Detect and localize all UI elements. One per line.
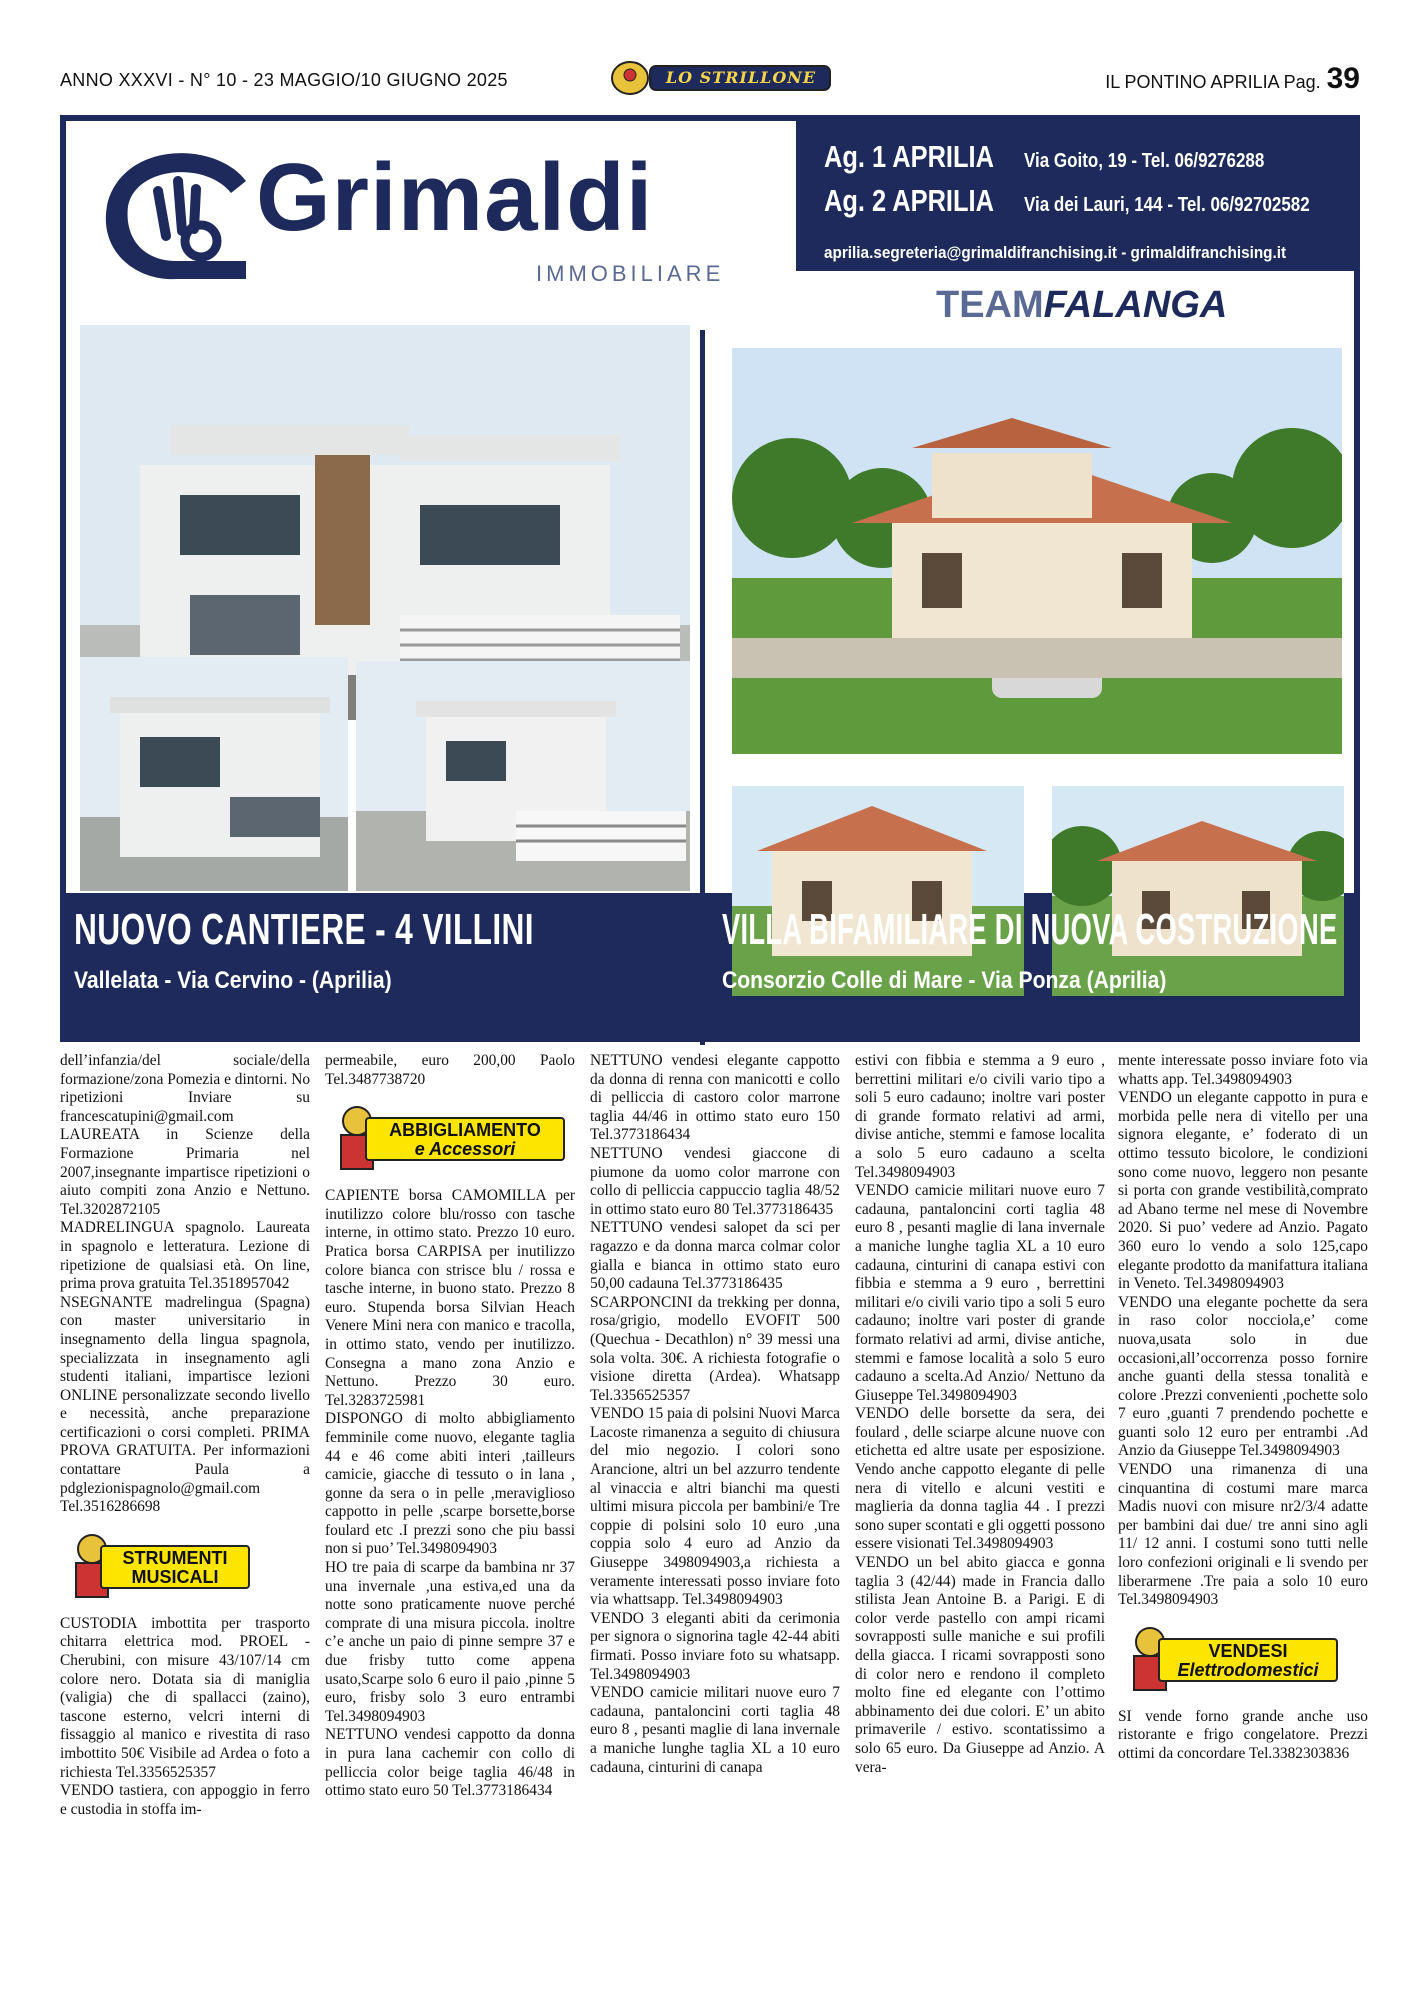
villini-render-side	[80, 657, 348, 891]
classified-ad: VENDO una rimanenza di una cinquantina di costumi mare marca Madis nuovi con misure nr2/3/4 adatte per bambini dai due/ tre anni sino agli 11/ 12 anni. I costumi sono tutti nelle loro confezioni originali e li svendo per liberarmene .Tre paia a solo 10 euro Tel.3498094903	[1118, 1461, 1368, 1609]
classified-ad: mente interessate posso inviare foto via whatts app. Tel.3498094903	[1118, 1052, 1368, 1088]
section-label-line-1: ABBIGLIAMENTO	[389, 1120, 541, 1141]
column-1	[60, 1052, 310, 1819]
classified-ad: VENDO 3 eleganti abiti da cerimonia per signora o signorina tagle 42-44 abiti firmati. Posso inviare foto su whatsapp. Tel.3498094903	[590, 1609, 840, 1683]
classified-ad: NSEGNANTE madrelingua (Spagna) con master universitario in insegnamento della lingua spagnola, specializzata in insegnamento agli studenti italiani, impartisce lezioni ONLINE personalizzate secondo livello e necessità, anche preparazione certificazioni o corsi completi. PRIMA PROVA GRATUITA. Per informazioni contattare Paula a pdglezionispagnolo@gmail.com Tel.3516286698	[60, 1293, 310, 1516]
agency-2	[824, 183, 1360, 219]
agency-contacts	[796, 121, 1354, 271]
classified-ad: HO tre paia di scarpe da bambina nr 37 una invernale ,una estiva,ed una da notte sono praticamente nuove perché comprate di una misura piccola. inoltre c’e anche un paio di pinne sempre 37 e due frisby tutto come appena usato,Scarpe solo 6 euro il paio ,pinne 5 euro, frisby solo 3 euro entrambi Tel.3498094903	[325, 1559, 575, 1725]
classified-ad: NETTUNO vendesi cappotto da donna in pura lana cachemir con collo di pelliccia color beige taglia 46/48 in ottimo stato euro 50 Tel.3773186434	[325, 1726, 575, 1800]
classified-ad: SCARPONCINI da trekking per donna, rosa/grigio, modello EVOFIT 500 (Quechua - Decathlon) n° 39 messi una sola volta. 30€. A richiesta fotografie o visione diretta (Ardea). Whatsapp Tel.3356525357	[590, 1293, 840, 1404]
agency-2-address: Via dei Lauri, 144 - Tel. 06/92702582	[1024, 194, 1310, 216]
classified-ad: VENDO delle borsette da sera, dei foulard , delle sciarpe alcune nuove con etichetta ed altre usate per esposizione. Vendo anche cappotto elegante di pelle nera di vitello e alcuni vestiti e maglieria da donna taglia 44 . I prezzi sono super scontati e gli oggetti possono essere visionati Tel.3498094903	[855, 1405, 1105, 1553]
strillone-logo	[590, 60, 850, 96]
classified-ad: NETTUNO vendesi elegante cappotto da donna di renna con manicotti e collo di pelliccia di castoro color marrone taglia 44/46 in ottimo stato euro 150 Tel.3773186434	[590, 1052, 840, 1144]
logo-text: LO STRILLONE	[665, 68, 817, 87]
team-name: FALANGA	[1043, 284, 1228, 326]
agency-email-web: aprilia.segreteria@grimaldifranchising.it - grimaldifranchising.it	[824, 243, 1287, 262]
section-label-line-2: MUSICALI	[131, 1566, 219, 1587]
classified-ad: VENDO camicie militari nuove euro 7 cadauna, pantaloncini corti taglia 48 euro 8 , pesanti maglie di lana invernale a maniche lunghe taglia XL a 10 euro cadauna, cinturini di canapa	[590, 1684, 840, 1776]
hand-ok-icon	[96, 141, 256, 281]
team-falanga	[936, 284, 1227, 327]
left-banner	[74, 905, 713, 995]
paper-and-page	[1105, 62, 1360, 96]
classified-ad: VENDO un elegante cappotto in pura e morbida pelle nera di vitello per una signora elegante, e’ foderato di un ottimo tessuto bicolore, le condizioni sono come nuovo, leggero non pesante si porta con grande vestibilità,comprato ad Abano terme nel mese di Novembre 2020. Si puo’ vedere ad Anzio. Pagato 360 euro lo vendo a solo 125,capo elegante prodotto da manifattura italiana in Veneto. Tel.3498094903	[1118, 1089, 1368, 1293]
issue-info: ANNO XXXVI - N° 10 - 23 MAGGIO/10 GIUGNO 2025	[60, 70, 508, 90]
page-header	[60, 58, 1360, 98]
section-label-line-1: STRUMENTI	[122, 1547, 228, 1568]
right-banner-title: VILLA BIFAMILIARE DI NUOVA COSTRUZIONE	[722, 905, 1338, 954]
classified-ad: SI vende forno grande anche uso ristorante e frigo congelatore. Prezzi ottimi da concordare Tel.3382303836	[1118, 1707, 1368, 1762]
agency-2-name: Ag. 2 APRILIA	[824, 183, 994, 218]
left-banner-subtitle: Vallelata - Via Cervino - (Aprilia)	[74, 967, 392, 994]
classified-ad: permeabile, euro 200,00 Paolo Tel.3487738720	[325, 1052, 575, 1088]
section-label	[100, 1545, 250, 1589]
column-4	[855, 1052, 1105, 1777]
section-abbigliamento	[325, 1097, 575, 1179]
section-label-line-1: VENDESI	[1208, 1640, 1288, 1661]
column-3	[590, 1052, 840, 1777]
section-elettrodomestici	[1118, 1618, 1368, 1700]
brand-name: Grimaldi	[256, 144, 654, 251]
villa-render-main	[732, 348, 1342, 754]
villini-render-perspective	[356, 661, 690, 891]
classified-ad: estivi con fibbia e stemma a 9 euro , berrettini militari e/o civili vario tipo a soli 5 euro cadauno; inoltre vari poster di grande formato relativi ad armi, divise antiche, stemmi e famose localita a solo 5 euro cadauno a scelta Tel.3498094903	[855, 1052, 1105, 1181]
agency-1-address: Via Goito, 19 - Tel. 06/9276288	[1024, 150, 1265, 172]
classified-ad: VENDO 15 paia di polsini Nuovi Marca Lacoste rimanenza a seguito di chiusura del mio negozio. I colori sono Arancione, altri un bel azzurro tendente al vinaccia e altri bianchi ma questi ultimi misura piccola per bambini/e Tre coppie di polsini solo 10 euro ,una coppia solo 4 euro ad Anzio da Giuseppe 3498094903,a richiesta a veramente interessati posso inviare foto via whattsapp. Tel.3498094903	[590, 1405, 840, 1609]
classified-ad: VENDO camicie militari nuove euro 7 cadauna, pantaloncini corti taglia 48 euro 8 , pesanti maglie di lana invernale a maniche lunghe taglia XL a 10 euro cadauna, cinturini di canapa estivi con fibbia e stemma a 9 euro , berrettini militari e/o civili vario tipo a soli 5 euro cadauno; inoltre vari poster di grande formato relativi ad armi, divise antiche, stemmi e famose località a solo 5 euro cadauno a scelta.Ad Anzio/ Nettuno da Giuseppe Tel.3498094903	[855, 1182, 1105, 1404]
right-banner-subtitle: Consorzio Colle di Mare - Via Ponza (Aprilia)	[722, 967, 1167, 994]
classified-ad: dell’infanzia/del sociale/della formazione/zona Pomezia e dintorni. No ripetizioni Inviare su francescatupini@gmail.com	[60, 1052, 311, 1125]
classified-ad: CAPIENTE borsa CAMOMILLA per inutilizzo colore blu/rosso con tasche interne, in ottimo stato. Prezzo 10 euro. Pratica borsa CARPISA per inutilizzo colore bianca con strisce blu / rossa e tasche interne, in buono stato. Prezzo 8 euro. Stupenda borsa Silvian Heach Venere Mini nera con manico e tracolla, in ottimo stato, vendo per inutilizzo. Consegna a mano zona Anzio e Nettuno. Prezzo 30 euro. Tel.3283725981	[325, 1187, 575, 1409]
classified-ad: LAUREATA in Scienze della Formazione Primaria nel 2007,insegnante impartisce ripetizioni o aiuto compiti zona Anzio e Nettuno. Tel.3202872105	[60, 1126, 310, 1218]
classified-ad: VENDO tastiera, con appoggio in ferro e custodia in stoffa im-	[60, 1782, 310, 1818]
column-2	[325, 1052, 575, 1801]
paper-name: IL PONTINO APRILIA Pag.	[1105, 72, 1321, 92]
section-label-line-2: e Accessori	[414, 1139, 516, 1160]
column-1-top	[60, 1052, 310, 1517]
classified-ad: MADRELINGUA spagnolo. Laureata in spagnolo e letteratura. Lezione di ripetizione de qualsiasi età. On line, prima prova gratuita Tel.3518957042	[60, 1219, 310, 1293]
right-banner	[722, 905, 1420, 995]
classified-ad: NETTUNO vendesi giaccone di piumone da uomo color marrone con collo di pelliccia cappuccio taglia 48/52 in ottimo stato euro 80 Tel.3773186435	[590, 1144, 840, 1218]
agency-1	[824, 139, 1307, 175]
left-banner-title: NUOVO CANTIERE - 4 VILLINI	[74, 905, 534, 954]
classified-ad: CUSTODIA imbottita per trasporto chitarra elettrica mod. PROEL - Cherubini, con misure 43/107/14 cm colore nero. Dotata sia di maniglia (valigia) che di spallacci (zaino), tascone esterno, velcri interni di fissaggio al manico e rivestita di raso imbottito 50€ Visibile ad Ardea o foto a richiesta Tel.3356525357	[60, 1614, 310, 1781]
classified-ad: DISPONGO di molto abbigliamento femminile come nuovo, elegante taglia 44 e 46 come abiti interi ,tailleurs camicie, giacche di tessuto o in lana , gonne da sera o in pelle ,meraviglioso cappotto in pelle ,scarpe borsette,borse foulard etc .I prezzi sono che piu bassi non si puo’ Tel.3498094903	[325, 1410, 575, 1558]
agency-1-name: Ag. 1 APRILIA	[824, 139, 994, 174]
section-label	[365, 1117, 565, 1161]
column-1-bottom	[60, 1615, 310, 1820]
classified-ad: VENDO una elegante pochette da sera in raso color nocciola,e’ come nuova,usata solo in due occasioni,all’occorrenza posso fornire anche guanti della stessa tonalità e colore .Prezzi convenienti ,pochette solo 7 euro ,guanti 7 prendendo pochette e guanti solo 12 euro per entrambi .Ad Anzio da Giuseppe Tel.3498094903	[1118, 1293, 1368, 1460]
classified-ad: VENDO un bel abito giacca e gonna taglia 3 (42/44) made in Francia dallo stilista Jean Antoine B. a Parigi. E di color verde pastello con ampi ricami sovrapposti sulle maniche e sui profili della giacca. I ricami sovrapposti sono di color nero e rendono il completo molto fine ed elegante con l’ottimo abbinamento dei due colori. E’ un abito primaverile / estivo. scontatissimo a solo 65 euro. Da Giuseppe ad Anzio. A vera-	[855, 1554, 1105, 1776]
grimaldi-advertisement	[60, 115, 1360, 1042]
section-strumenti-musicali	[60, 1525, 310, 1607]
page-number: 39	[1326, 62, 1360, 95]
section-label-line-2: Elettrodomestici	[1177, 1659, 1319, 1680]
column-5	[1118, 1052, 1368, 1764]
grimaldi-logo	[66, 121, 796, 291]
classified-ad: NETTUNO vendesi salopet da sci per ragazzo e da donna marca colmar color gialla e bianca in ottimo stato euro 50,00 cadauna Tel.3773186435	[590, 1219, 840, 1293]
brand-subtitle: IMMOBILIARE	[536, 261, 725, 286]
section-label	[1158, 1638, 1338, 1682]
team-label: TEAM	[936, 284, 1044, 326]
ad-body	[66, 121, 1354, 893]
